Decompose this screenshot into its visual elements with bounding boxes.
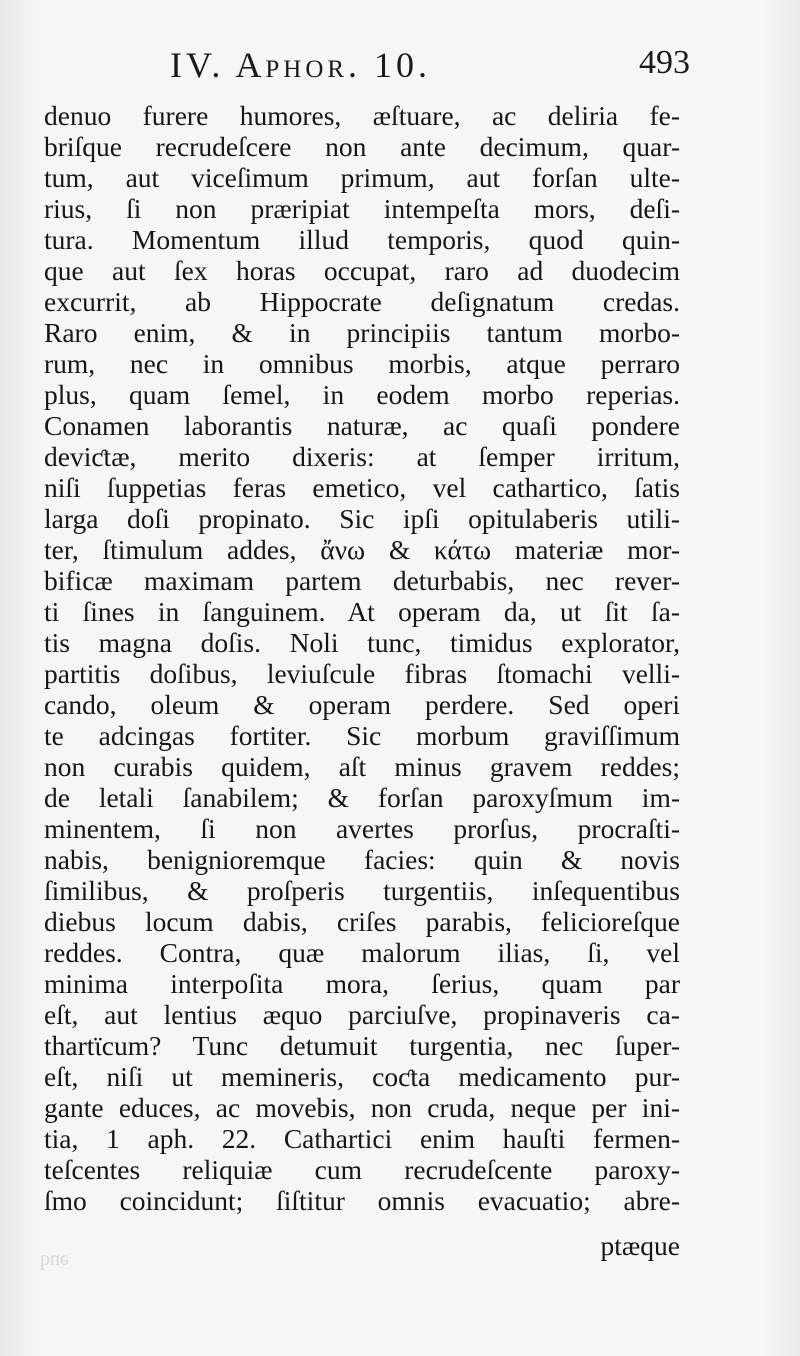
text-line: de letali ſanabilem; & forſan paroxyſmum im- bbox=[44, 782, 680, 813]
text-line: te adcingas fortiter. Sic morbum graviſſimum bbox=[44, 720, 680, 751]
text-line: diebus locum dabis, criſes parabis, felicioreſque bbox=[44, 906, 680, 937]
text-line: ter, ſtimulum addes, ἄνω & κάτω materiæ mor- bbox=[44, 534, 680, 565]
text-line: partitis doſibus, leviuſcule fibras ſtomachi velli- bbox=[44, 658, 680, 689]
text-line: deviƈtæ, merito dixeris: at ſemper irritum, bbox=[44, 441, 680, 472]
text-line: niſi ſuppetias feras emetico, vel cathartico, ſatis bbox=[44, 472, 680, 503]
text-line: denuo furere humores, æſtuare, ac deliria fe- bbox=[44, 100, 680, 131]
text-line: excurrit, ab Hippocrate deſignatum credas. bbox=[44, 286, 680, 317]
text-line: bificæ maximam partem deturbabis, nec rever- bbox=[44, 565, 680, 596]
text-line: Raro enim, & in principiis tantum morbo- bbox=[44, 317, 680, 348]
running-title: IV. Aphor. 10. bbox=[170, 45, 432, 85]
text-line: eſt, niſi ut memineris, coƈta medicamento pur- bbox=[44, 1061, 680, 1092]
text-line: thartϊcum? Tunc detumuit turgentia, nec ſuper- bbox=[44, 1030, 680, 1061]
text-line: eſt, aut lentius æquo parciuſve, propinaveris ca- bbox=[44, 999, 680, 1030]
text-line: cando, oleum & operam perdere. Sed operi bbox=[44, 689, 680, 720]
text-line: gante educes, ac movebis, non cruda, neque per ini- bbox=[44, 1092, 680, 1123]
text-line: tis magna doſis. Noli tunc, timidus explorator, bbox=[44, 627, 680, 658]
text-line: larga doſi propinato. Sic ipſi opitulaberis utili- bbox=[44, 503, 680, 534]
text-line: rum, nec in omnibus morbis, atque perraro bbox=[44, 348, 680, 379]
show-through-text: ənq bbox=[40, 1248, 69, 1270]
text-line: briſque recrudeſcere non ante decimum, quar- bbox=[44, 131, 680, 162]
text-line: tura. Momentum illud temporis, quod quin- bbox=[44, 224, 680, 255]
text-line: reddes. Contra, quæ malorum ilias, ſi, vel bbox=[44, 937, 680, 968]
catchword: ptæque bbox=[600, 1230, 680, 1261]
text-line: tia, 1 aph. 22. Cathartici enim hauſti fermen- bbox=[44, 1123, 680, 1154]
page-header bbox=[170, 44, 690, 94]
text-line: non curabis quidem, aſt minus gravem reddes; bbox=[44, 751, 680, 782]
text-line: Conamen laborantis naturæ, ac quaſi pondere bbox=[44, 410, 680, 441]
text-line: ti ſines in ſanguinem. At operam da, ut ſit ſa- bbox=[44, 596, 680, 627]
text-line: plus, quam ſemel, in eodem morbo reperias. bbox=[44, 379, 680, 410]
text-line: minima interpoſita mora, ſerius, quam par bbox=[44, 968, 680, 999]
text-line: minentem, ſi non avertes prorſus, procraſti- bbox=[44, 813, 680, 844]
text-line: tum, aut viceſimum primum, aut forſan ulte- bbox=[44, 162, 680, 193]
text-line: teſcentes reliquiæ cum recrudeſcente paroxy- bbox=[44, 1154, 680, 1185]
body-text bbox=[44, 100, 680, 1216]
text-line: ſmo coincidunt; ſiſtitur omnis evacuatio; abre- bbox=[44, 1185, 680, 1216]
page-number: 493 bbox=[639, 44, 690, 81]
text-line: ſimilibus, & proſperis turgentiis, inſequentibus bbox=[44, 875, 680, 906]
text-line: rius, ſi non præripiat intempeſta mors, deſi- bbox=[44, 193, 680, 224]
text-line: nabis, benignioremque facies: quin & novis bbox=[44, 844, 680, 875]
text-line: que aut ſex horas occupat, raro ad duodecim bbox=[44, 255, 680, 286]
